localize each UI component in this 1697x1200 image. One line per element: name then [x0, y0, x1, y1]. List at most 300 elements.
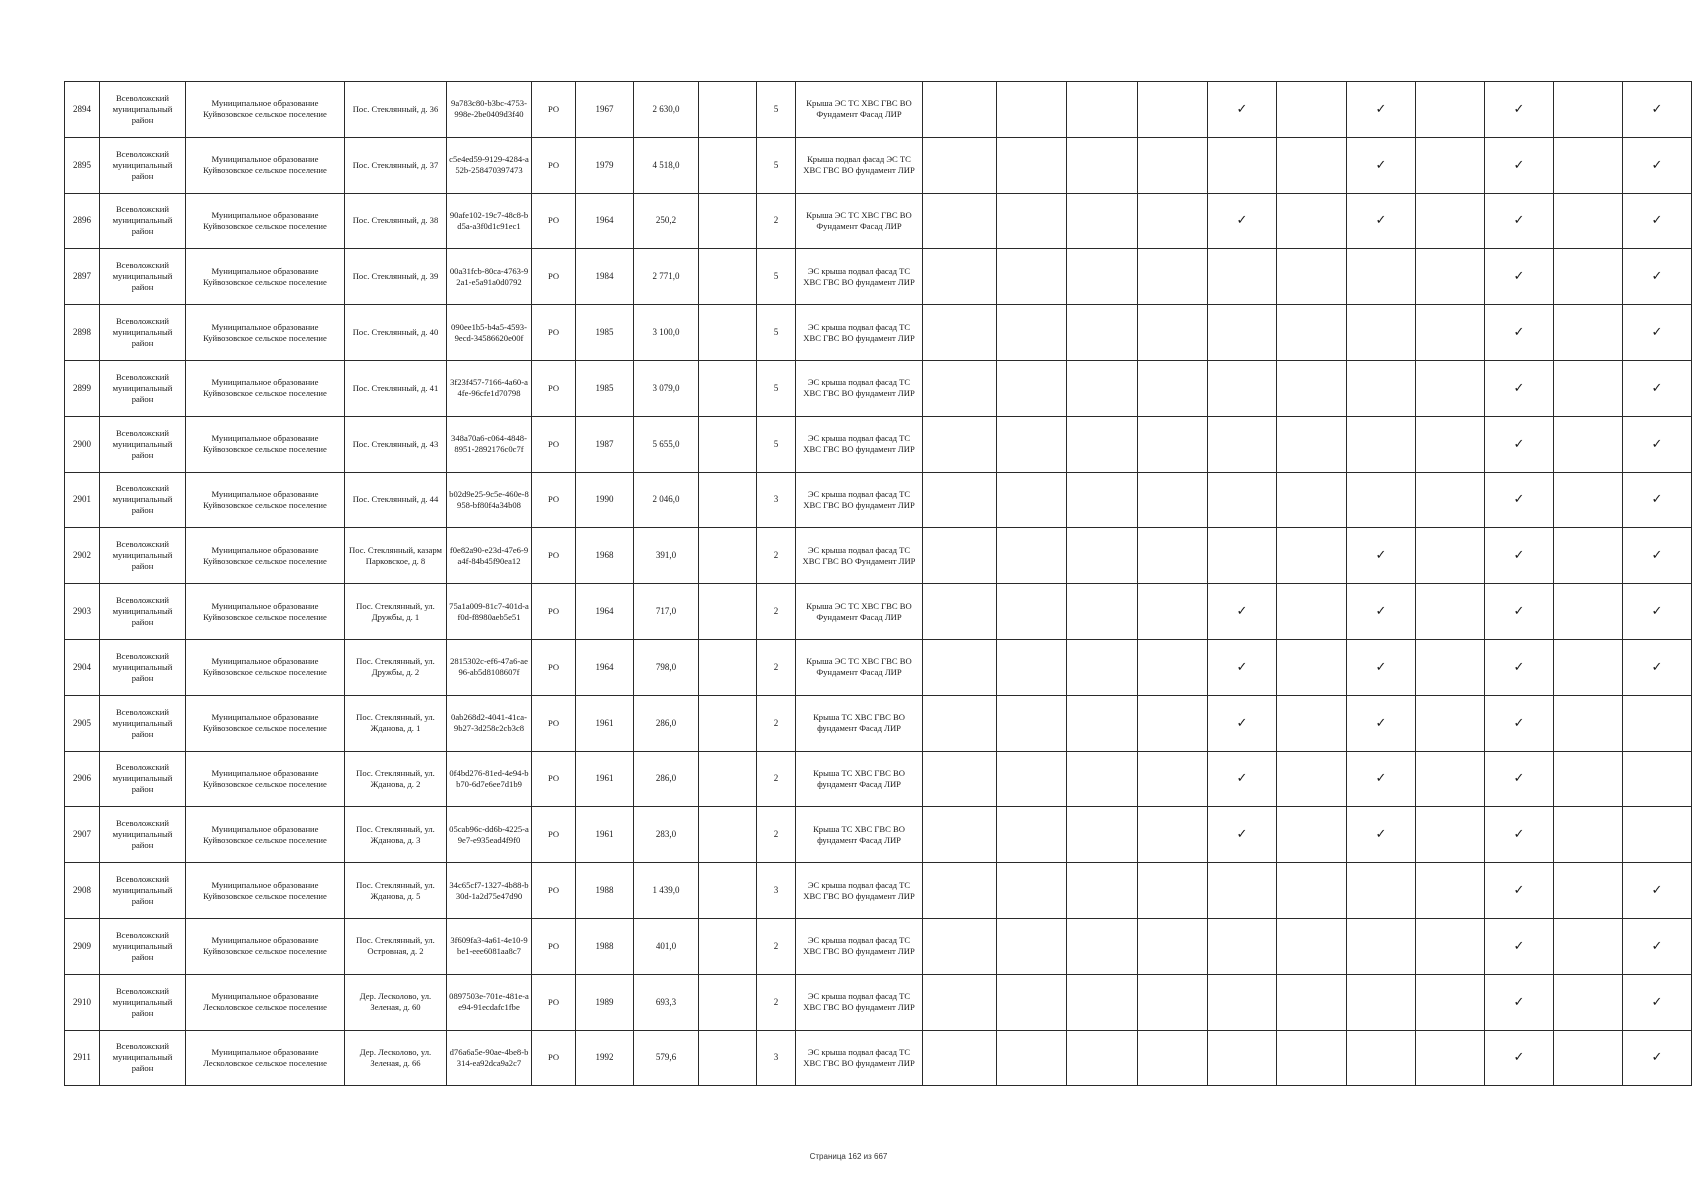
empty-check-cell — [1138, 751, 1208, 807]
floors-cell: 3 — [757, 1030, 796, 1086]
table-row — [65, 82, 1692, 138]
works-list-cell: ЭС крыша подвал фасад ТС ХВС ГВС ВО Фундамент ЛИР — [796, 528, 923, 584]
check-mark-cell: ✓ — [1623, 974, 1692, 1030]
municipality-cell: Муниципальное образование Лесколовское сельское поселение — [186, 1030, 345, 1086]
empty-check-cell — [923, 416, 997, 472]
empty-check-cell — [1067, 751, 1138, 807]
check-mark-cell: ✓ — [1485, 82, 1554, 138]
floors-cell: 2 — [757, 918, 796, 974]
row-number: 2901 — [65, 472, 100, 528]
empty-check-cell — [1347, 472, 1416, 528]
empty-check-cell — [1067, 305, 1138, 361]
empty-check-cell — [1138, 82, 1208, 138]
empty-check-cell — [1208, 360, 1277, 416]
municipality-cell: Муниципальное образование Куйвозовское сельское поселение — [186, 807, 345, 863]
year-cell: 1989 — [576, 974, 634, 1030]
building-id-cell: 00a31fcb-80ca-4763-92a1-e5a91a0d0792 — [447, 249, 532, 305]
check-mark-cell: ✓ — [1208, 193, 1277, 249]
address-cell: Пос. Стеклянный, казарм Парковское, д. 8 — [345, 528, 447, 584]
area-cell: 286,0 — [634, 751, 699, 807]
empty-check-cell — [1347, 1030, 1416, 1086]
empty-check-cell — [1138, 137, 1208, 193]
floors-cell: 2 — [757, 528, 796, 584]
empty-check-cell — [1416, 807, 1485, 863]
municipality-cell: Муниципальное образование Куйвозовское сельское поселение — [186, 305, 345, 361]
empty-check-cell — [923, 193, 997, 249]
check-mark-cell: ✓ — [1485, 305, 1554, 361]
works-list-cell: ЭС крыша подвал фасад ТС ХВС ГВС ВО фундамент ЛИР — [796, 863, 923, 919]
empty-check-cell — [1554, 416, 1623, 472]
building-id-cell: 05cab96c-dd6b-4225-a9e7-e935ead4f9f0 — [447, 807, 532, 863]
year-cell: 1987 — [576, 416, 634, 472]
district-cell: Всеволожский муниципальный район — [100, 82, 186, 138]
floors-cell: 3 — [757, 472, 796, 528]
empty-check-cell — [1623, 751, 1692, 807]
empty-check-cell — [997, 807, 1067, 863]
row-number: 2911 — [65, 1030, 100, 1086]
works-list-cell: Крыша подвал фасад ЭС ТС ХВС ГВС ВО фундамент ЛИР — [796, 137, 923, 193]
empty-check-cell — [1067, 974, 1138, 1030]
district-cell: Всеволожский муниципальный район — [100, 974, 186, 1030]
building-id-cell: c5e4ed59-9129-4284-a52b-258470397473 — [447, 137, 532, 193]
municipality-cell: Муниципальное образование Лесколовское сельское поселение — [186, 974, 345, 1030]
year-cell: 1985 — [576, 305, 634, 361]
table-row — [65, 1030, 1692, 1086]
empty-check-cell — [1067, 807, 1138, 863]
year-cell: 1990 — [576, 472, 634, 528]
floors-cell: 3 — [757, 863, 796, 919]
district-cell: Всеволожский муниципальный район — [100, 305, 186, 361]
empty-check-cell — [1554, 360, 1623, 416]
check-mark-cell: ✓ — [1347, 639, 1416, 695]
empty-check-cell — [1208, 137, 1277, 193]
building-id-cell: 0ab268d2-4041-41ca-9b27-3d258c2cb3c8 — [447, 695, 532, 751]
row-number: 2908 — [65, 863, 100, 919]
works-list-cell: Крыша ТС ХВС ГВС ВО фундамент Фасад ЛИР — [796, 807, 923, 863]
district-cell: Всеволожский муниципальный район — [100, 584, 186, 640]
table-body — [65, 82, 1692, 1086]
empty-check-cell — [1623, 807, 1692, 863]
building-id-cell: 3f609fa3-4a61-4e10-9be1-eee6081aa8c7 — [447, 918, 532, 974]
check-mark-cell: ✓ — [1485, 1030, 1554, 1086]
works-list-cell: Крыша ЭС ТС ХВС ГВС ВО Фундамент Фасад ЛИР — [796, 82, 923, 138]
empty-check-cell — [997, 751, 1067, 807]
empty-check-cell — [1138, 807, 1208, 863]
check-mark-cell: ✓ — [1485, 807, 1554, 863]
check-mark-cell: ✓ — [1623, 305, 1692, 361]
empty-check-cell — [1416, 472, 1485, 528]
area-cell: 4 518,0 — [634, 137, 699, 193]
address-cell: Пос. Стеклянный, д. 39 — [345, 249, 447, 305]
address-cell: Пос. Стеклянный, д. 43 — [345, 416, 447, 472]
empty-check-cell — [997, 974, 1067, 1030]
row-number: 2902 — [65, 528, 100, 584]
empty-check-cell — [1067, 639, 1138, 695]
check-mark-cell: ✓ — [1623, 528, 1692, 584]
year-cell: 1984 — [576, 249, 634, 305]
check-mark-cell: ✓ — [1623, 863, 1692, 919]
district-cell: Всеволожский муниципальный район — [100, 695, 186, 751]
empty-check-cell — [1416, 584, 1485, 640]
area-cell: 693,3 — [634, 974, 699, 1030]
year-cell: 1979 — [576, 137, 634, 193]
table-row — [65, 193, 1692, 249]
empty-cell — [699, 305, 757, 361]
empty-check-cell — [1067, 82, 1138, 138]
empty-check-cell — [1138, 639, 1208, 695]
empty-check-cell — [997, 863, 1067, 919]
municipality-cell: Муниципальное образование Куйвозовское сельское поселение — [186, 639, 345, 695]
table-row — [65, 528, 1692, 584]
works-list-cell: Крыша ЭС ТС ХВС ГВС ВО Фундамент Фасад ЛИР — [796, 193, 923, 249]
empty-check-cell — [1067, 584, 1138, 640]
empty-cell — [699, 863, 757, 919]
empty-check-cell — [923, 751, 997, 807]
row-number: 2899 — [65, 360, 100, 416]
empty-check-cell — [997, 584, 1067, 640]
district-cell: Всеволожский муниципальный район — [100, 360, 186, 416]
type-cell: РО — [532, 416, 576, 472]
area-cell: 391,0 — [634, 528, 699, 584]
empty-check-cell — [1416, 695, 1485, 751]
area-cell: 717,0 — [634, 584, 699, 640]
building-id-cell: b02d9e25-9c5e-460e-8958-bf80f4a34b08 — [447, 472, 532, 528]
empty-check-cell — [923, 305, 997, 361]
floors-cell: 5 — [757, 360, 796, 416]
check-mark-cell: ✓ — [1623, 1030, 1692, 1086]
empty-cell — [699, 974, 757, 1030]
address-cell: Пос. Стеклянный, д. 37 — [345, 137, 447, 193]
empty-check-cell — [1277, 807, 1347, 863]
empty-check-cell — [1138, 305, 1208, 361]
empty-check-cell — [1277, 416, 1347, 472]
year-cell: 1964 — [576, 639, 634, 695]
area-cell: 283,0 — [634, 807, 699, 863]
works-list-cell: Крыша ТС ХВС ГВС ВО фундамент Фасад ЛИР — [796, 695, 923, 751]
empty-check-cell — [1277, 472, 1347, 528]
building-id-cell: 0897503e-701e-481e-ae94-91ecdafc1fbe — [447, 974, 532, 1030]
year-cell: 1992 — [576, 1030, 634, 1086]
empty-check-cell — [1208, 472, 1277, 528]
row-number: 2907 — [65, 807, 100, 863]
floors-cell: 5 — [757, 416, 796, 472]
empty-check-cell — [997, 528, 1067, 584]
year-cell: 1985 — [576, 360, 634, 416]
address-cell: Пос. Стеклянный, ул. Жданова, д. 3 — [345, 807, 447, 863]
address-cell: Пос. Стеклянный, ул. Жданова, д. 5 — [345, 863, 447, 919]
address-cell: Пос. Стеклянный, ул. Жданова, д. 1 — [345, 695, 447, 751]
empty-check-cell — [1347, 305, 1416, 361]
building-id-cell: 3f23f457-7166-4a60-a4fe-96cfe1d70798 — [447, 360, 532, 416]
empty-check-cell — [1208, 918, 1277, 974]
row-number: 2905 — [65, 695, 100, 751]
empty-cell — [699, 360, 757, 416]
works-list-cell: ЭС крыша подвал фасад ТС ХВС ГВС ВО фундамент ЛИР — [796, 1030, 923, 1086]
empty-cell — [699, 416, 757, 472]
empty-cell — [699, 807, 757, 863]
empty-check-cell — [923, 472, 997, 528]
empty-cell — [699, 584, 757, 640]
empty-check-cell — [1208, 863, 1277, 919]
empty-check-cell — [923, 1030, 997, 1086]
empty-check-cell — [997, 918, 1067, 974]
building-id-cell: 0f4bd276-81ed-4e94-bb70-6d7e6ee7d1b9 — [447, 751, 532, 807]
empty-check-cell — [1138, 360, 1208, 416]
empty-check-cell — [923, 528, 997, 584]
table-row — [65, 137, 1692, 193]
row-number: 2894 — [65, 82, 100, 138]
type-cell: РО — [532, 528, 576, 584]
area-cell: 2 771,0 — [634, 249, 699, 305]
check-mark-cell: ✓ — [1347, 807, 1416, 863]
empty-check-cell — [923, 918, 997, 974]
type-cell: РО — [532, 807, 576, 863]
type-cell: РО — [532, 584, 576, 640]
row-number: 2910 — [65, 974, 100, 1030]
empty-check-cell — [1277, 360, 1347, 416]
district-cell: Всеволожский муниципальный район — [100, 249, 186, 305]
works-list-cell: Крыша ЭС ТС ХВС ГВС ВО Фундамент Фасад ЛИР — [796, 584, 923, 640]
building-id-cell: d76a6a5e-90ae-4be8-b314-ea92dca9a2c7 — [447, 1030, 532, 1086]
empty-check-cell — [1554, 974, 1623, 1030]
empty-check-cell — [923, 584, 997, 640]
empty-cell — [699, 695, 757, 751]
table-row — [65, 360, 1692, 416]
building-id-cell: 34c65cf7-1327-4b88-b30d-1a2d75e47d90 — [447, 863, 532, 919]
address-cell: Пос. Стеклянный, д. 38 — [345, 193, 447, 249]
empty-check-cell — [997, 360, 1067, 416]
check-mark-cell: ✓ — [1623, 639, 1692, 695]
check-mark-cell: ✓ — [1485, 528, 1554, 584]
check-mark-cell: ✓ — [1208, 695, 1277, 751]
row-number: 2904 — [65, 639, 100, 695]
type-cell: РО — [532, 305, 576, 361]
municipality-cell: Муниципальное образование Куйвозовское сельское поселение — [186, 249, 345, 305]
municipality-cell: Муниципальное образование Куйвозовское сельское поселение — [186, 416, 345, 472]
year-cell: 1968 — [576, 528, 634, 584]
area-cell: 250,2 — [634, 193, 699, 249]
municipality-cell: Муниципальное образование Куйвозовское сельское поселение — [186, 193, 345, 249]
area-cell: 798,0 — [634, 639, 699, 695]
row-number: 2909 — [65, 918, 100, 974]
works-list-cell: ЭС крыша подвал фасад ТС ХВС ГВС ВО фундамент ЛИР — [796, 472, 923, 528]
empty-check-cell — [997, 249, 1067, 305]
address-cell: Пос. Стеклянный, ул. Дружбы, д. 1 — [345, 584, 447, 640]
empty-check-cell — [1277, 863, 1347, 919]
floors-cell: 5 — [757, 249, 796, 305]
empty-cell — [699, 918, 757, 974]
check-mark-cell: ✓ — [1485, 974, 1554, 1030]
address-cell: Пос. Стеклянный, ул. Жданова, д. 2 — [345, 751, 447, 807]
type-cell: РО — [532, 360, 576, 416]
empty-check-cell — [1138, 584, 1208, 640]
empty-cell — [699, 137, 757, 193]
empty-check-cell — [1416, 249, 1485, 305]
page-footer — [0, 1152, 1697, 1161]
empty-check-cell — [1277, 82, 1347, 138]
empty-check-cell — [1138, 249, 1208, 305]
empty-check-cell — [923, 639, 997, 695]
floors-cell: 5 — [757, 137, 796, 193]
table-row — [65, 472, 1692, 528]
check-mark-cell: ✓ — [1623, 137, 1692, 193]
check-mark-cell: ✓ — [1623, 918, 1692, 974]
empty-cell — [699, 1030, 757, 1086]
empty-check-cell — [1277, 137, 1347, 193]
empty-check-cell — [1554, 639, 1623, 695]
area-cell: 286,0 — [634, 695, 699, 751]
empty-check-cell — [923, 82, 997, 138]
empty-check-cell — [1067, 695, 1138, 751]
empty-check-cell — [1067, 1030, 1138, 1086]
empty-check-cell — [1208, 305, 1277, 361]
empty-cell — [699, 472, 757, 528]
empty-check-cell — [1277, 974, 1347, 1030]
area-cell: 1 439,0 — [634, 863, 699, 919]
district-cell: Всеволожский муниципальный район — [100, 137, 186, 193]
row-number: 2900 — [65, 416, 100, 472]
year-cell: 1988 — [576, 918, 634, 974]
empty-check-cell — [923, 863, 997, 919]
empty-check-cell — [923, 137, 997, 193]
empty-check-cell — [1277, 305, 1347, 361]
empty-cell — [699, 193, 757, 249]
district-cell: Всеволожский муниципальный район — [100, 1030, 186, 1086]
year-cell: 1967 — [576, 82, 634, 138]
check-mark-cell: ✓ — [1347, 751, 1416, 807]
empty-check-cell — [923, 695, 997, 751]
floors-cell: 5 — [757, 82, 796, 138]
empty-check-cell — [1067, 528, 1138, 584]
building-id-cell: 75a1a009-81c7-401d-af0d-f8980aeb5e51 — [447, 584, 532, 640]
empty-check-cell — [1347, 863, 1416, 919]
empty-check-cell — [1416, 863, 1485, 919]
municipality-cell: Муниципальное образование Куйвозовское сельское поселение — [186, 528, 345, 584]
building-id-cell: f0e82a90-e23d-47e6-9a4f-84b45f90ea12 — [447, 528, 532, 584]
empty-check-cell — [997, 137, 1067, 193]
address-cell: Дер. Лесколово, ул. Зеленая, д. 60 — [345, 974, 447, 1030]
type-cell: РО — [532, 639, 576, 695]
type-cell: РО — [532, 472, 576, 528]
empty-check-cell — [997, 1030, 1067, 1086]
district-cell: Всеволожский муниципальный район — [100, 807, 186, 863]
type-cell: РО — [532, 82, 576, 138]
empty-check-cell — [1416, 639, 1485, 695]
empty-check-cell — [1416, 974, 1485, 1030]
check-mark-cell: ✓ — [1485, 639, 1554, 695]
works-list-cell: ЭС крыша подвал фасад ТС ХВС ГВС ВО фундамент ЛИР — [796, 360, 923, 416]
municipality-cell: Муниципальное образование Куйвозовское сельское поселение — [186, 360, 345, 416]
empty-check-cell — [1138, 974, 1208, 1030]
empty-check-cell — [1138, 416, 1208, 472]
empty-check-cell — [1554, 305, 1623, 361]
empty-check-cell — [1554, 695, 1623, 751]
works-list-cell: ЭС крыша подвал фасад ТС ХВС ГВС ВО фундамент ЛИР — [796, 416, 923, 472]
empty-cell — [699, 639, 757, 695]
table-row — [65, 639, 1692, 695]
empty-check-cell — [1623, 695, 1692, 751]
year-cell: 1964 — [576, 584, 634, 640]
empty-check-cell — [1554, 584, 1623, 640]
works-list-cell: ЭС крыша подвал фасад ТС ХВС ГВС ВО фундамент ЛИР — [796, 918, 923, 974]
empty-check-cell — [1277, 528, 1347, 584]
district-cell: Всеволожский муниципальный район — [100, 528, 186, 584]
district-cell: Всеволожский муниципальный район — [100, 639, 186, 695]
check-mark-cell: ✓ — [1485, 360, 1554, 416]
empty-cell — [699, 249, 757, 305]
check-mark-cell: ✓ — [1347, 137, 1416, 193]
check-mark-cell: ✓ — [1485, 751, 1554, 807]
table-row — [65, 305, 1692, 361]
table-row — [65, 751, 1692, 807]
document-table-wrapper — [64, 81, 1663, 1086]
check-mark-cell: ✓ — [1485, 193, 1554, 249]
floors-cell: 2 — [757, 974, 796, 1030]
empty-check-cell — [1554, 863, 1623, 919]
year-cell: 1961 — [576, 695, 634, 751]
empty-check-cell — [923, 360, 997, 416]
empty-check-cell — [1138, 193, 1208, 249]
empty-check-cell — [1277, 193, 1347, 249]
table-row — [65, 249, 1692, 305]
works-list-cell: Крыша ТС ХВС ГВС ВО фундамент Фасад ЛИР — [796, 751, 923, 807]
empty-check-cell — [1208, 1030, 1277, 1086]
table-row — [65, 918, 1692, 974]
empty-check-cell — [923, 249, 997, 305]
check-mark-cell: ✓ — [1485, 695, 1554, 751]
empty-check-cell — [923, 974, 997, 1030]
area-cell: 3 100,0 — [634, 305, 699, 361]
building-id-cell: 348a70a6-c064-4848-8951-2892176c0c7f — [447, 416, 532, 472]
municipality-cell: Муниципальное образование Куйвозовское сельское поселение — [186, 695, 345, 751]
municipality-cell: Муниципальное образование Куйвозовское сельское поселение — [186, 584, 345, 640]
empty-check-cell — [1416, 1030, 1485, 1086]
empty-cell — [699, 528, 757, 584]
empty-check-cell — [1347, 974, 1416, 1030]
empty-check-cell — [1138, 1030, 1208, 1086]
floors-cell: 2 — [757, 807, 796, 863]
type-cell: РО — [532, 863, 576, 919]
municipality-cell: Муниципальное образование Куйвозовское сельское поселение — [186, 863, 345, 919]
check-mark-cell: ✓ — [1485, 249, 1554, 305]
check-mark-cell: ✓ — [1623, 82, 1692, 138]
floors-cell: 2 — [757, 584, 796, 640]
row-number: 2898 — [65, 305, 100, 361]
empty-check-cell — [1554, 751, 1623, 807]
empty-check-cell — [1554, 82, 1623, 138]
municipality-cell: Муниципальное образование Куйвозовское сельское поселение — [186, 751, 345, 807]
empty-check-cell — [1347, 918, 1416, 974]
address-cell: Пос. Стеклянный, д. 40 — [345, 305, 447, 361]
floors-cell: 2 — [757, 695, 796, 751]
check-mark-cell: ✓ — [1347, 528, 1416, 584]
check-mark-cell: ✓ — [1347, 82, 1416, 138]
type-cell: РО — [532, 918, 576, 974]
empty-check-cell — [1554, 472, 1623, 528]
empty-cell — [699, 751, 757, 807]
check-mark-cell: ✓ — [1623, 416, 1692, 472]
buildings-table — [64, 81, 1692, 1086]
area-cell: 2 630,0 — [634, 82, 699, 138]
district-cell: Всеволожский муниципальный район — [100, 918, 186, 974]
check-mark-cell: ✓ — [1208, 82, 1277, 138]
empty-check-cell — [997, 416, 1067, 472]
empty-check-cell — [1277, 918, 1347, 974]
empty-check-cell — [1416, 416, 1485, 472]
address-cell: Пос. Стеклянный, ул. Дружбы, д. 2 — [345, 639, 447, 695]
type-cell: РО — [532, 249, 576, 305]
district-cell: Всеволожский муниципальный район — [100, 472, 186, 528]
